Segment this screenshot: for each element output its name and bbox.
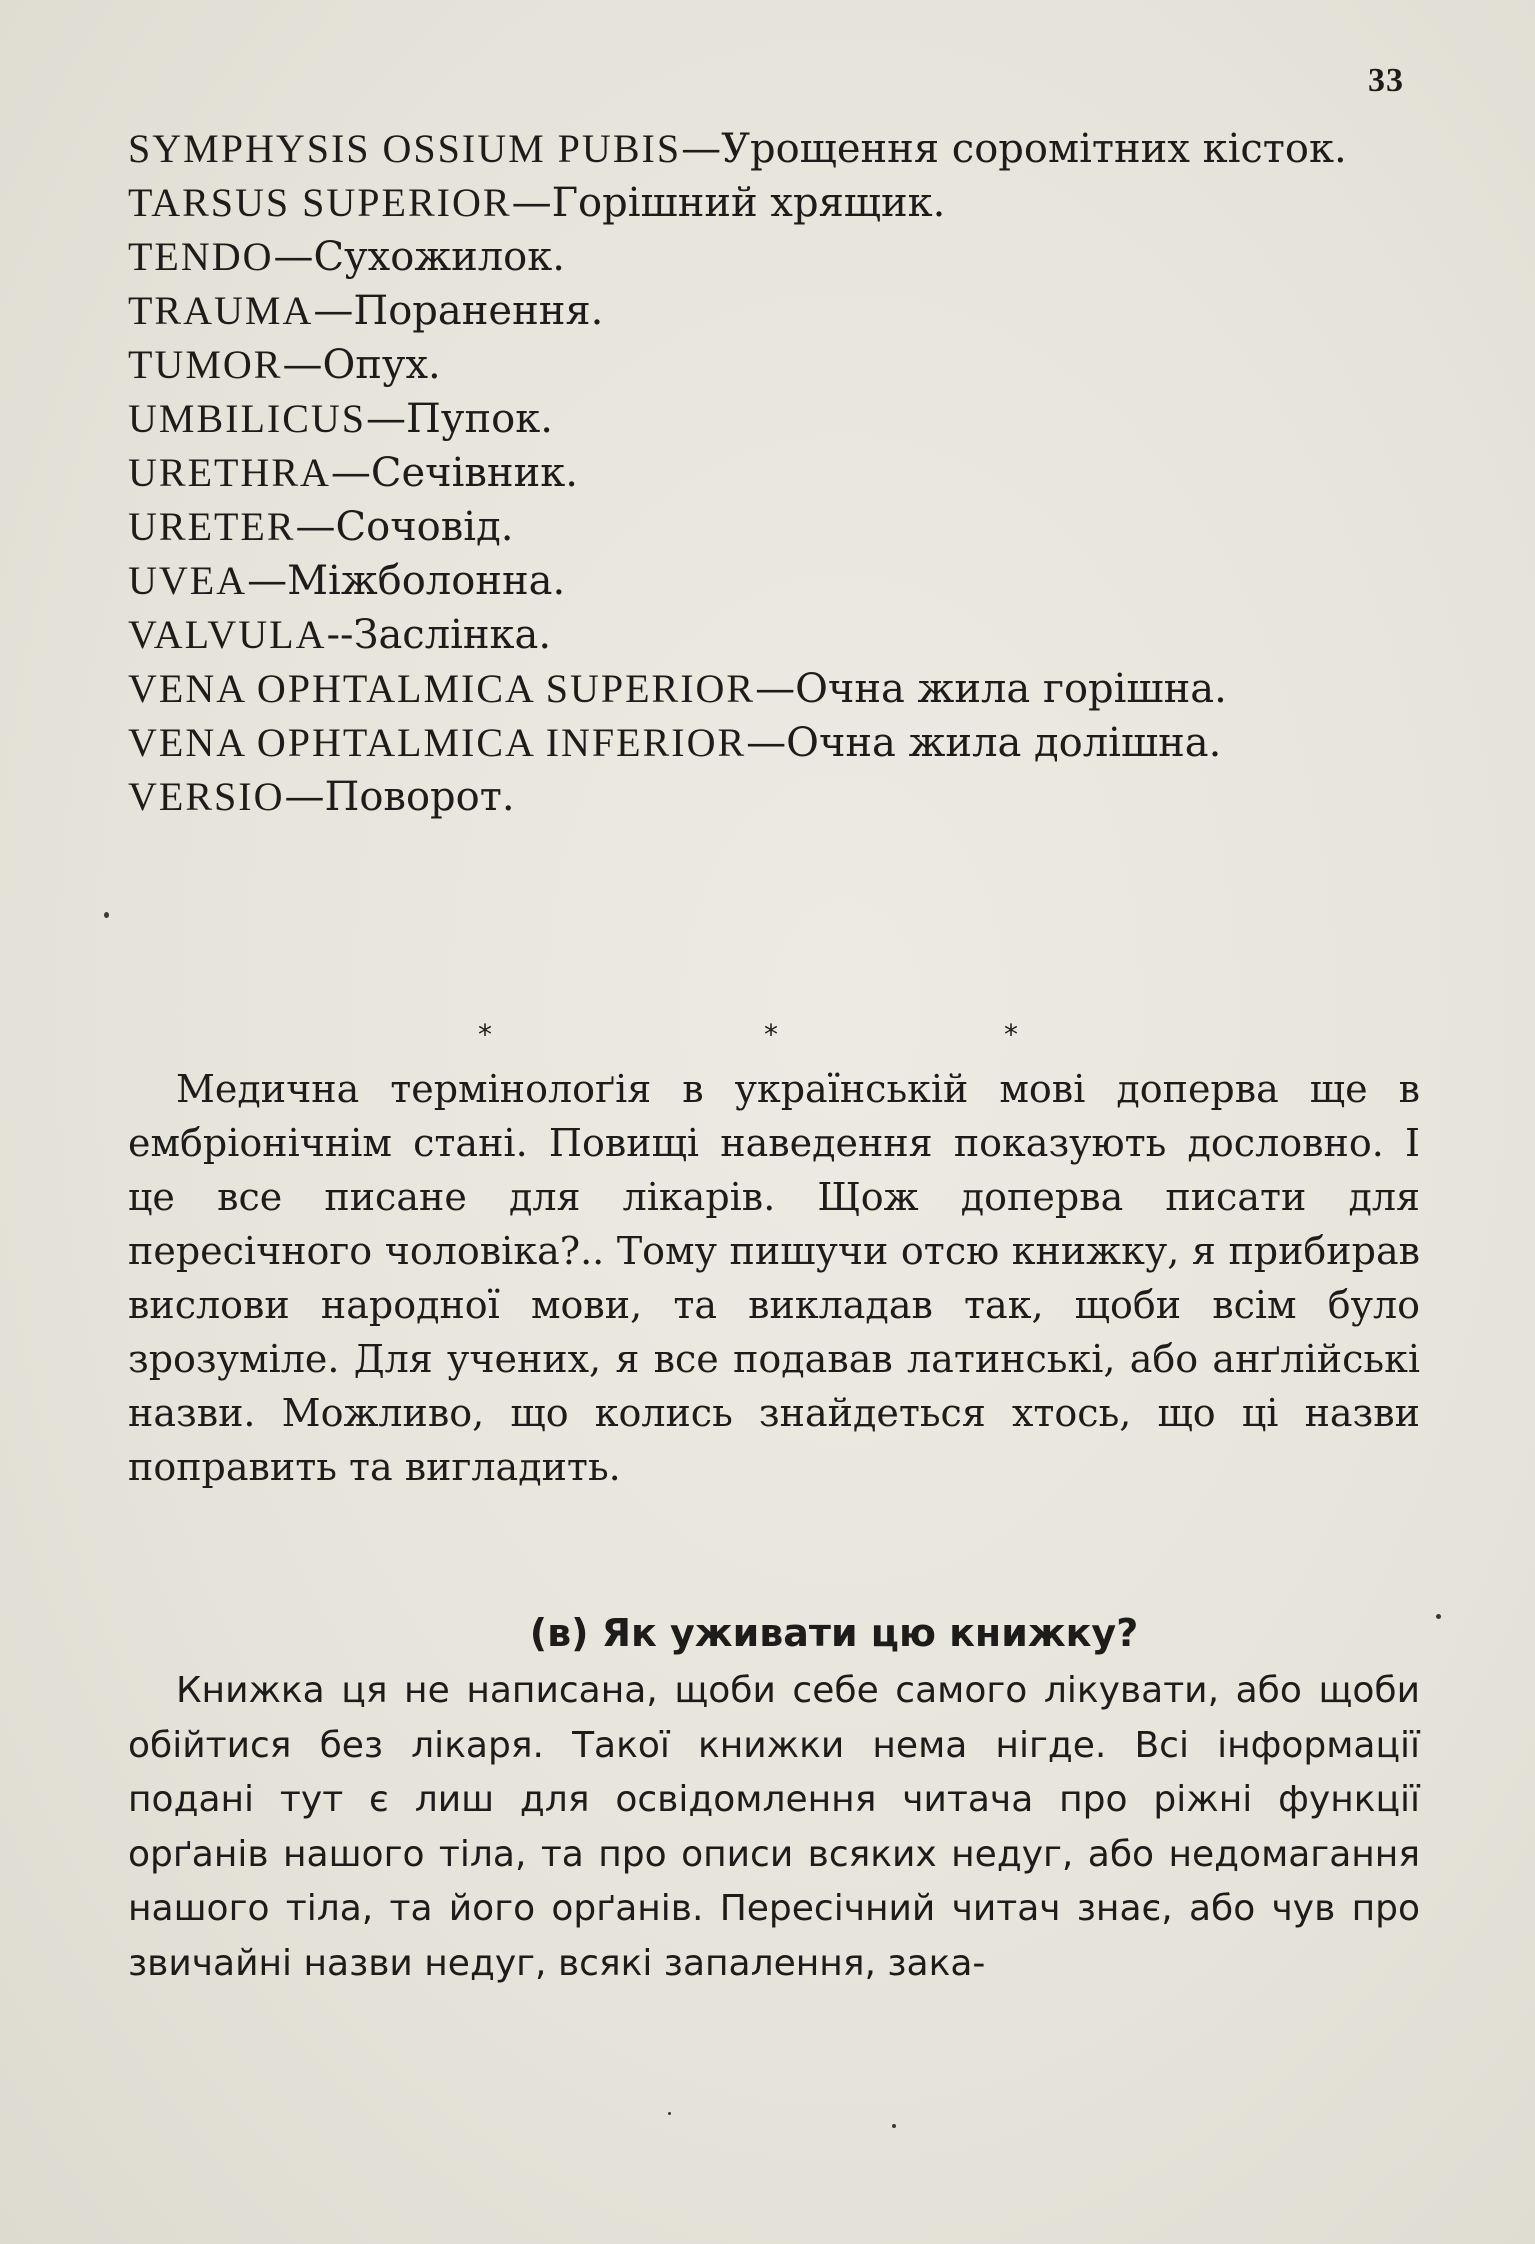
section-divider [128,1018,1428,1058]
glossary-entry: TENDO—Сухожилок. [128,234,565,280]
print-speck [892,2124,896,2128]
section-heading: (в) Як уживати цю книжку? [529,1611,1139,1655]
glossary-entry: UVEA—Міжболонна. [128,558,566,604]
glossary-entry: TARSUS SUPERIOR—Горішний хрящик. [128,180,946,226]
paragraph-how-to-use: Книжка ця не написана, щоби себе самого лікувати, або щоби обійтися без лікаря. Такої книжки нема нігде. Всі інформації подані тут є лиш для освідомлення читача про ріжні функції орґанів нашого тіла, та про описи всяких недуг, або недомагання нашого тіла, та його орґанів. Пересічний читач знає, або чув про звичайні назви недуг, всякі запалення, зака- [128,1670,1420,1984]
print-speck [668,2112,671,2115]
print-speck [1436,1614,1441,1619]
glossary-entry: VENA OPHTALMICA SUPERIOR—Очна жила горішна. [128,666,1227,712]
glossary-entry: SYMPHYSIS OSSIUM PUBIS—Урощення соромітних кісток. [128,126,1347,172]
glossary-entry: UMBILICUS—Пупок. [128,396,553,442]
asterisk: * [478,1018,492,1051]
print-speck [104,912,109,918]
paragraph-terminology: Медична термінолоґія в українській мові доперва ще в ембріонічнім стані. Повищі наведення показують дословно. І це все писане для лікарів. Щож допервa писати для пересічного чоловіка?.. Тому пишучи отсю книжку, я прибирав вислови народної мови, та викладав так, щоби всім було зрозуміле. Для учених, я все подавав латинські, або анґлійські назви. Можливо, що колись знайдеться хтось, що ці назви поправить та вигладить. [128,1067,1420,1489]
asterisk: * [764,1018,778,1051]
page-number: 33 [1368,62,1404,99]
glossary-entry: TUMOR—Опух. [128,342,441,388]
glossary-entry: VALVULA--Заслінка. [128,612,552,658]
glossary-entry: VERSIO—Поворот. [128,774,515,820]
glossary-entry: VENA OPHTALMICA INFERIOR—Очна жила долішна. [128,720,1222,766]
glossary-entry: TRAUMA—Поранення. [128,288,604,334]
glossary-entry: URETER—Сочовід. [128,504,514,550]
glossary-list [128,122,1428,824]
glossary-entry: URETHRA—Сечівник. [128,450,578,496]
asterisk: * [1004,1018,1018,1051]
